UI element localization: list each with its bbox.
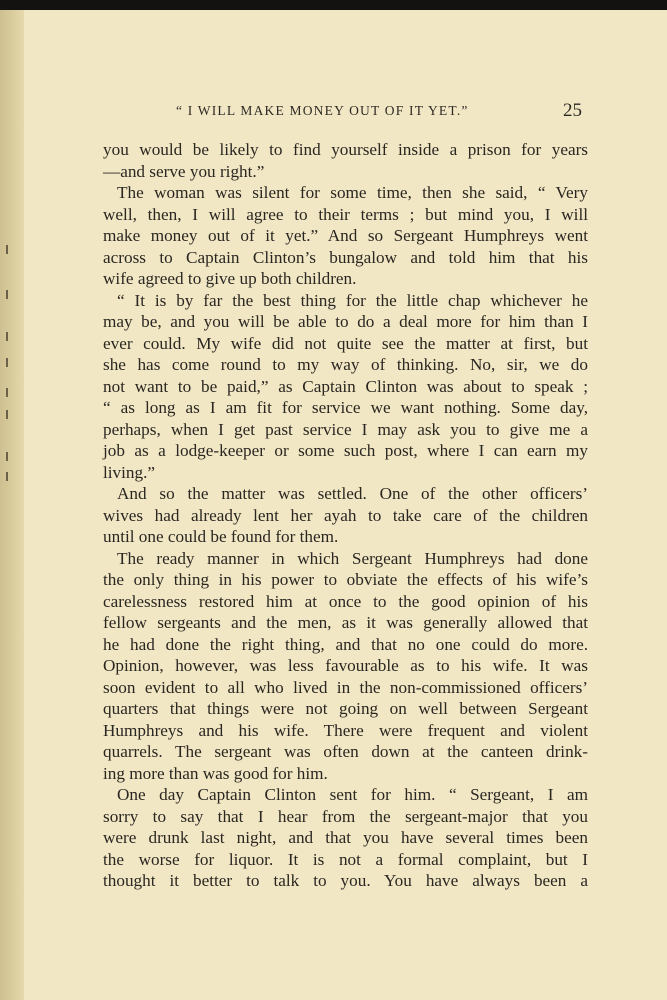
text-line: until one could be found for them. [103,527,339,546]
text-line: the worse for liquor. It is not a formal complaint, but I [103,849,588,869]
text-line: sorry to say that I hear from the sergeant-major that you [103,806,588,826]
text-line: The ready manner in which Sergeant Humphreys had done [117,548,588,568]
text-line: The woman was silent for some time, then she said, “ Very [117,183,588,202]
text-line: fellow sergeants and the men, as it was generally allowed that [103,613,588,632]
text-line: quarrels. The sergeant was often down at the canteen drink- [103,742,588,761]
text-line: you would be likely to find yourself inside a prison for years [103,140,588,159]
text-line: —and serve you right.” [103,161,265,181]
text-line: she has come round to my way of thinking. No, sir, we do [103,355,588,374]
gutter-mark [6,410,8,419]
page-number: 25 [563,100,582,121]
text-line: make money out of it yet.” And so Sergeant Humphreys went [103,226,588,245]
text-line: across to Captain Clinton’s bungalow and told him that his [103,247,588,267]
text-line: wife agreed to give up both children. [103,269,357,288]
gutter-mark [6,452,8,461]
text-line: Opinion, however, was less favourable as to his wife. It was [103,656,588,675]
gutter-mark [6,472,8,481]
text-line: may be, and you will be able to do a deal more for him than I [103,312,588,331]
text-line: One day Captain Clinton sent for him. “ Sergeant, I am [117,785,588,804]
text-line: ever could. My wife did not quite see the matter at first, but [103,333,588,353]
text-line: carelessness restored him at once to the good opinion of his [103,591,588,611]
text-line: living.” [103,462,156,482]
text-line: perhaps, when I get past service I may ask you to give me a [103,419,588,439]
text-line: he had done the right thing, and that no one could do more. [103,634,588,654]
text-line: quarters that things were not going on well between Sergeant [103,699,588,718]
text-line: Humphreys and his wife. There were frequent and violent [103,720,588,740]
top-edge-bar [0,0,667,10]
binding-gutter [0,10,24,1000]
text-line: wives had already lent her ayah to take care of the children [103,505,588,525]
text-line: not want to be paid,” as Captain Clinton was about to speak ; [103,376,588,396]
gutter-mark [6,358,8,367]
text-line: “ as long as I am fit for service we want nothing. Some day, [103,398,588,417]
text-line: thought it better to talk to you. You have always been a [103,871,588,890]
text-line: soon evident to all who lived in the non-commissioned officers’ [103,677,588,697]
text-line: ing more than was good for him. [103,763,328,783]
text-line: And so the matter was settled. One of the other officers’ [117,484,588,503]
gutter-mark [6,388,8,397]
text-line: the only thing in his power to obviate the effects of his wife’s [103,570,588,589]
gutter-mark [6,332,8,341]
text-line: well, then, I will agree to their terms ; but mind you, I will [103,204,588,224]
running-head: “ I WILL MAKE MONEY OUT OF IT YET.” [176,103,469,118]
text-line: “ It is by far the best thing for the little chap whichever he [117,290,588,310]
text-line: job as a lodge-keeper or some such post, where I can earn my [103,441,588,460]
gutter-mark [6,290,8,299]
text-line: were drunk last night, and that you have several times been [103,828,588,847]
gutter-mark [6,245,8,254]
